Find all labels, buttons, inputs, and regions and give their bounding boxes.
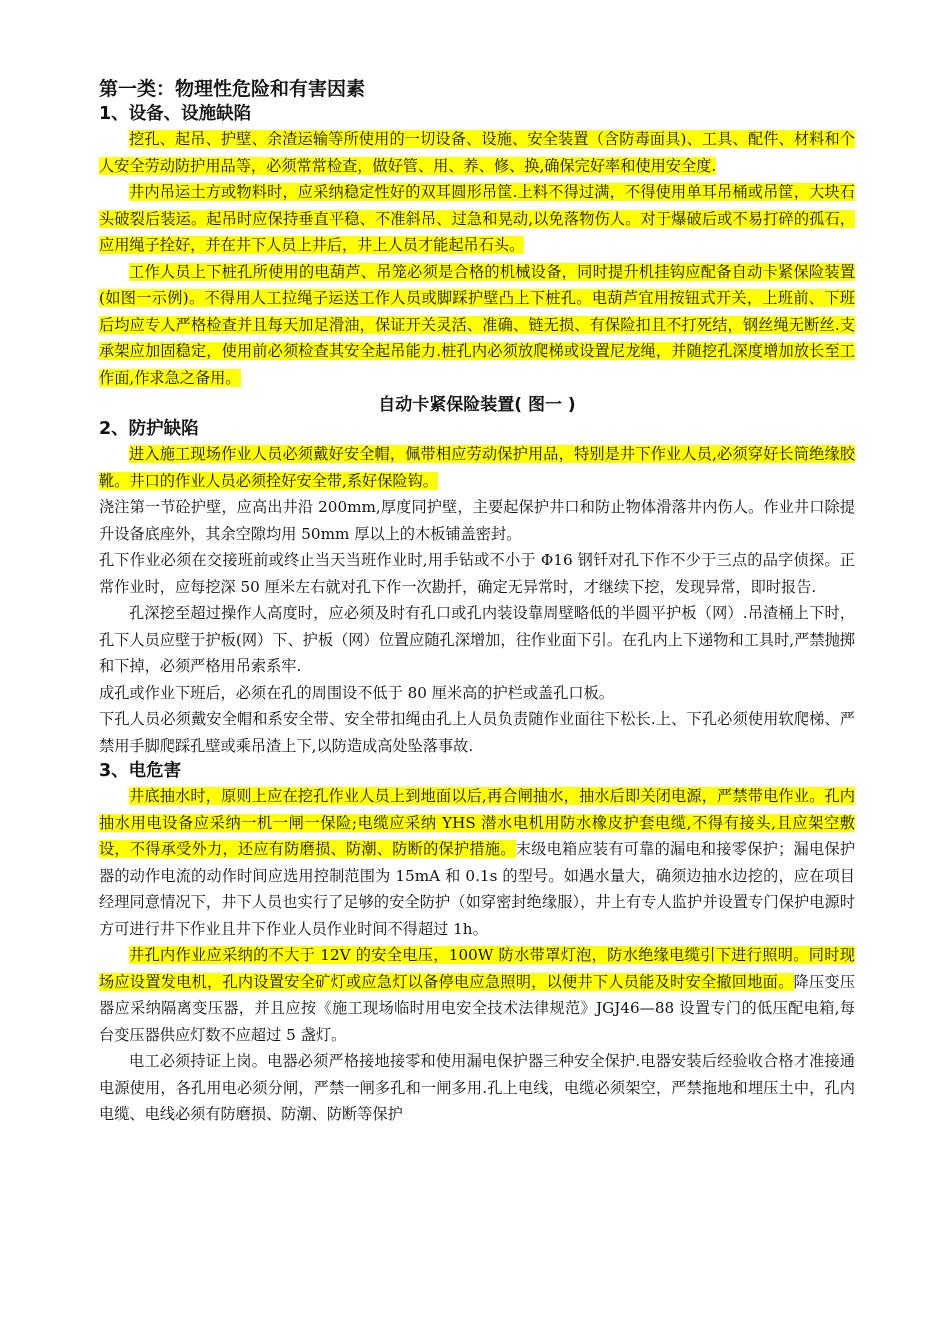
heading-electrical-hazard: 3、电危害 bbox=[99, 761, 182, 781]
highlighted-text: 井内吊运土方或物料时，应采纳稳定性好的双耳圆形吊筐.上料不得过满，不得使用单耳吊桶或吊筐，大块石头破裂后装运。起吊时应保持垂直平稳、不准斜吊、过急和晃动,以免落物伤人。对于爆破后或不易打碎的孤石，应用绳子拴好，并在井下人员上井后，井上人员才能起吊石头。 bbox=[99, 183, 855, 254]
figure-caption: 自动卡紧保险装置( 图一 ) bbox=[378, 395, 576, 415]
paragraph: 浇注第一节砼护壁，应高出井沿 200mm,厚度同护壁，主要起保护井口和防止物体滑落井内伤人。作业井口除提升设备底座外，其余空隙均用 50mm 厚以上的木板铺盖密封。 bbox=[99, 498, 855, 543]
paragraph-text: 末级电箱应装有可靠的漏电和接零保护；漏电保护器的动作电流的动作时间应选用控制范围为 15mA 和 0.1s 的型号。如遇水量大，确须边抽水边挖的，应在项目经理同意情况下，井下人员也实行了足够的安全防护（如穿密封绝缘服），井上有专人监护并设置专门保护电源时方可进行井下作业且井下作业人员作业时间不得超过 1h。 bbox=[99, 840, 856, 938]
paragraph: 下孔人员必须戴安全帽和系安全带、安全带扣绳由孔上人员负责随作业面往下松长.上、下孔必须使用软爬梯、严禁用手脚爬踩孔壁或乘吊渣上下,以防造成高处坠落事故. bbox=[99, 710, 855, 755]
paragraph bbox=[99, 783, 855, 942]
highlighted-text: 进入施工现场作业人员必须戴好安全帽，佩带相应劳动保护用品，特别是井下作业人员,必须穿好长筒绝缘胶靴。井口的作业人员必须拴好安全带,系好保险钩。 bbox=[99, 445, 855, 490]
highlighted-text: 井孔内作业应采纳的不大于 12V 的安全电压，100W 防水带罩灯泡，防水绝缘电缆引下进行照明。同时现场应设置发电机，孔内设置安全矿灯或应急灯以备停电应急照明，以便井下人员能及时安全撤回地面。 bbox=[99, 946, 855, 991]
document-body bbox=[99, 76, 855, 1128]
section-title: 第一类：物理性危险和有害因素 bbox=[99, 78, 366, 100]
heading-equipment-defects: 1、设备、设施缺陷 bbox=[99, 104, 252, 124]
paragraph: 孔深挖至超过操作人高度时，应必须及时有孔口或孔内装设靠周壁略低的半圆平护板（网）.吊渣桶上下时，孔下人员应壁于护板(网）下、护板（网）位置应随孔深增加，往作业面下引。在孔内上下递物和工具时,严禁抛掷和下掉，必须严格用吊索系牢. bbox=[99, 604, 855, 675]
highlighted-text: 挖孔、起吊、护壁、余渣运输等所使用的一切设备、设施、安全装置（含防毒面具)、工具、配件、材料和个人安全劳动防护用品等，必须常常检查，做好管、用、养、修、换,确保完好率和使用安全度. bbox=[99, 130, 855, 175]
paragraph bbox=[99, 126, 855, 179]
paragraph bbox=[99, 441, 855, 494]
paragraph bbox=[99, 179, 855, 259]
paragraph: 电工必须持证上岗。电器必须严格接地接零和使用漏电保护器三种安全保护.电器安装后经验收合格才准接通电源使用，各孔用电必须分闸，严禁一闸多孔和一闸多用.孔上电线，电缆必须架空，严禁拖地和埋压土中，孔内电缆、电线必须有防磨损、防潮、防断等保护 bbox=[99, 1052, 855, 1123]
highlighted-text: 工作人员上下桩孔所使用的电葫芦、吊笼必须是合格的机械设备，同时提升机挂钩应配备自动卡紧保险装置(如图一示例)。不得用人工拉绳子运送工作人员或脚踩护壁凸上下桩孔。电葫芦宜用按钮式开关，上班前、下班后均应专人严格检查并且每天加足滑油，保证开关灵活、准确、链无损、有保险扣且不打死结，钢丝绳无断丝.支承架应加固稳定，使用前必须检查其安全起吊能力.桩孔内必须放爬梯或设置尼龙绳，并随挖孔深度增加放长至工作面,作求急之备用。 bbox=[99, 262, 855, 387]
paragraph bbox=[99, 259, 855, 392]
paragraph-text: 降压变压器应采纳隔离变压器，并且应按《施工现场临时用电安全技术法律规范》JGJ46—88 设置专门的低压配电箱,每台变压器供应灯数不应超过 5 盏灯。 bbox=[99, 972, 856, 1044]
paragraph: 成孔或作业下班后，必须在孔的周围设不低于 80 厘米高的护栏或盖孔口板。 bbox=[99, 683, 614, 702]
heading-protection-defects: 2、防护缺陷 bbox=[99, 419, 199, 439]
highlighted-text: 井底抽水时，原则上应在挖孔作业人员上到地面以后,再合闸抽水，抽水后即关闭电源，严禁带电作业。孔内抽水用电设备应采纳一机一闸一保险;电缆应采纳 YHS 潜水电机用防水橡皮护套电缆,不得有接头,且应架空敷设，不得承受外力，还应有防磨损、防潮、防断的保护措施。 bbox=[99, 787, 855, 858]
paragraph: 孔下作业必须在交接班前或终止当天当班作业时,用手钻或不小于 Φ16 钢钎对孔下作不少于三点的品字侦探。正常作业时，应每挖深 50 厘米左右就对孔下作一次勘扦，确定无异常时，才继续下挖，发现异常，即时报告. bbox=[99, 551, 855, 596]
paragraph bbox=[99, 942, 855, 1048]
